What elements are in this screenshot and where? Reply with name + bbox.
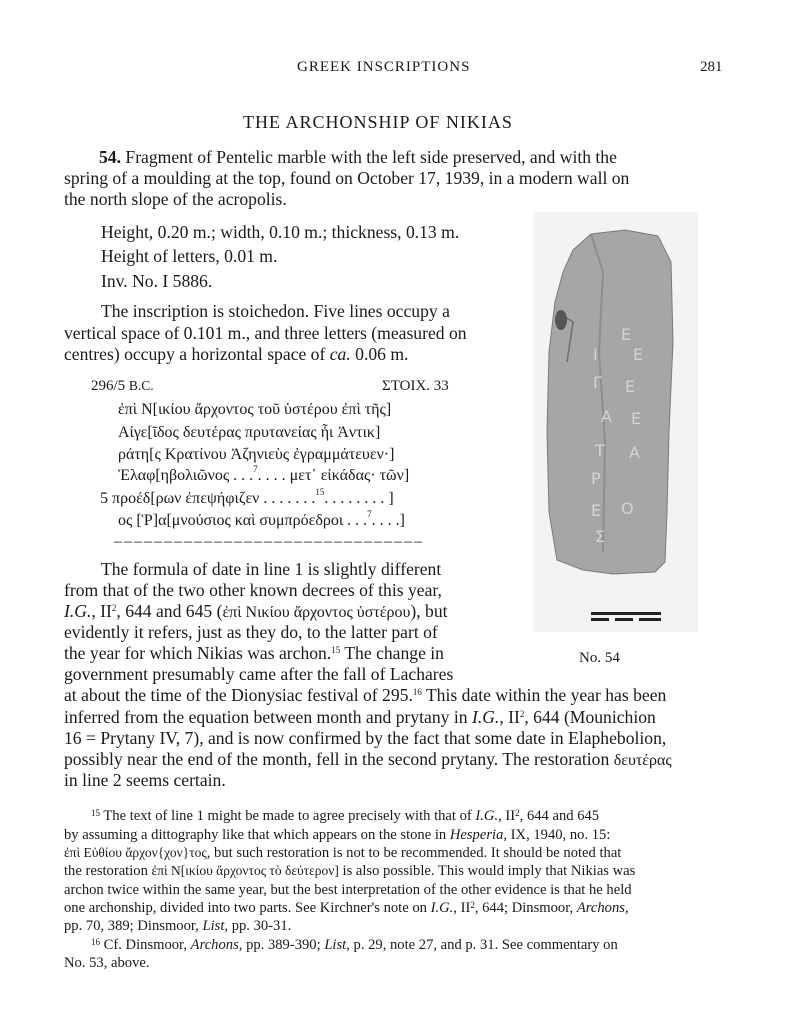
stone-letter: Ε	[591, 501, 602, 520]
footnote-16: $^{16}$ Cf. Dinsmoor, Archons, pp. 389-390; List, p. 29, note 27, and p. 31. See commentary on	[91, 937, 618, 953]
inscription-stoich: ΣΤΟΙΧ. 33	[382, 378, 449, 394]
stone-letter: Τ	[595, 441, 605, 460]
commentary-line: the year for which Nikias was archon.$^{15}$ The change in	[64, 643, 444, 663]
inscription-line-6: ος [Ῥ]α[μνούσιος καὶ συμπρόεδροι . . .$^7$. . . .]	[118, 509, 405, 529]
commentary-line: 16 = Prytany IV, 7), and is now confirmed by the fact that some date in Elaphebolion,	[64, 728, 667, 748]
stone-letter: Σ	[595, 527, 606, 546]
footnote-line: ἐπὶ Εὐθίου ἄρχον{χον}τος, but such restoration is not to be recommended. It should be noted that	[64, 845, 622, 861]
page-number: 281	[700, 59, 723, 75]
inscription-line-3: ράτη[ς Κρατίνου Ἀζηνιεὺς ἐγραμμάτευεν·]	[118, 446, 395, 463]
entry-intro-line-2: spring of a moulding at the top, found on October 17, 1939, in a modern wall on	[64, 168, 630, 188]
footnote-line: by assuming a dittography like that which appears on the stone in Hesperia, IX, 1940, no. 15:	[64, 827, 611, 843]
footnote-line: the restoration ἐπὶ Ν[ικίου ἄρχοντος τὸ δεύτερον] is also possible. This would imply that Nikias was	[64, 863, 636, 879]
inscription-line-5: 5 προέδ[ρων ἐπεψήφιζεν . . . . . . .$^{15}$. . . . . . . . ]	[100, 487, 394, 507]
figure-caption: No. 54	[579, 650, 620, 666]
stone-letter: Α	[629, 443, 640, 462]
stone-letter: Ε	[633, 345, 644, 364]
measurement-line: Height of letters, 0.01 m.	[101, 246, 278, 266]
running-title: GREEK INSCRIPTIONS	[297, 59, 471, 75]
footnote-15: $^{15}$ The text of line 1 might be made to agree precisely with that of I.G., $II^2$, 644 and 645	[91, 808, 600, 824]
entry-intro-line-3: the north slope of the acropolis.	[64, 189, 287, 209]
stoichedon-line: The inscription is stoichedon. Five lines occupy a	[101, 301, 450, 321]
entry-intro-line-1: 54. Fragment of Pentelic marble with the left side preserved, and with the	[99, 147, 617, 167]
commentary-line: at about the time of the Dionysiac festival of 295.16 This date within the year has been	[64, 685, 667, 705]
commentary-line: from that of the two other known decrees of this year,	[64, 580, 442, 600]
stone-letter: Ι	[593, 345, 598, 364]
commentary-line: possibly near the end of the month, fell in the second prytany. The restoration δευτέρας	[64, 749, 672, 769]
measurement-line: Inv. No. I 5886.	[101, 271, 213, 291]
stone-letter: Ο	[621, 499, 634, 518]
footnote-line: one archonship, divided into two parts. See Kirchner's note on I.G., $II^2$, 644; Dinsmoor, Archons,	[64, 900, 629, 916]
entry-number: 54.	[99, 147, 121, 167]
stone-letter: Ε	[621, 325, 632, 344]
stone-letter: Ε	[631, 409, 642, 428]
commentary-line: I.G., $II^2$, 644 and 645 (ἐπὶ Νικίου ἄρχοντος ὑστέρου), but	[64, 601, 448, 621]
footnote-line: archon twice within the same year, but the best interpretation of the other evidence is that he held	[64, 882, 632, 898]
inscription-line-2: Αἰγε[ῖδος δευτέρας πρυτανείας ἧι Ἀντικ]	[118, 424, 381, 441]
commentary-line: government presumably came after the fall of Lachares	[64, 664, 454, 684]
stoichedon-line: centres) occupy a horizontal space of ca. 0.06 m.	[64, 344, 409, 364]
commentary-line: evidently it refers, just as they do, to the latter part of	[64, 622, 438, 642]
footnote-line: No. 53, above.	[64, 955, 150, 971]
inscription-date: 296/5 B.C.	[91, 378, 154, 394]
stone-letter: Ρ	[591, 469, 601, 488]
footnote-line: pp. 70, 389; Dinsmoor, List, pp. 30-31.	[64, 918, 292, 934]
stone-letter: Ε	[625, 377, 636, 396]
inscription-photo	[533, 212, 698, 632]
commentary-line: The formula of date in line 1 is slightly different	[101, 559, 442, 579]
inscription-line-4: Ἐλαφ[ηβολιῶνος . . .$^7$. . . . μετ᾽ εἰκάδας· τῶν]	[118, 464, 410, 484]
inscription-lacuna: – – – – – – – – – – – – – – – – – – – – – – – – – – – – – – –	[114, 533, 421, 550]
section-title: THE ARCHONSHIP OF NIKIAS	[243, 112, 513, 132]
commentary-line: in line 2 seems certain.	[64, 770, 226, 790]
stoichedon-line: vertical space of 0.101 m., and three letters (measured on	[64, 323, 467, 343]
inscription-line-1: ἐπὶ Ν[ικίου ἄρχοντος τοῦ ὑστέρου ἐπὶ τῆς]	[118, 401, 392, 418]
commentary-line: inferred from the equation between month and prytany in I.G., $II^2$, 644 (Mounichion	[64, 707, 656, 727]
stone-letter: Α	[601, 407, 612, 426]
stone-fragment-image	[533, 212, 698, 632]
stone-letter: Γ	[593, 373, 602, 392]
line-number: 5	[100, 490, 108, 507]
measurement-line: Height, 0.20 m.; width, 0.10 m.; thickness, 0.13 m.	[101, 222, 460, 242]
scale-bar	[591, 612, 661, 621]
